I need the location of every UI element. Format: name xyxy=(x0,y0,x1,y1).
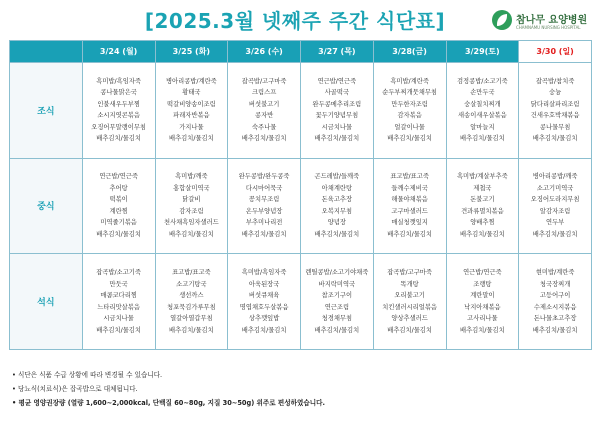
menu-item: 생선까스 xyxy=(179,292,204,300)
menu-item: 닭다리살파리조림 xyxy=(530,100,580,108)
menu-item: 흑미밥/계살부추죽 xyxy=(456,173,508,181)
menu-item: 가지나물 xyxy=(179,123,204,131)
menu-item: 배추김치/물김치 xyxy=(169,326,214,334)
menu-item: 숭늉 xyxy=(549,89,562,97)
menu-item: 미역줄기볶음 xyxy=(100,219,137,227)
menu-item: 숭살칠치찌개 xyxy=(464,100,501,108)
day-header: 3/29(토) xyxy=(446,41,519,63)
menu-item: 해물야채볶음 xyxy=(391,196,428,204)
day-header: 3/26 (수) xyxy=(228,41,301,63)
menu-item: 표고밥/표고죽 xyxy=(172,269,211,277)
menu-item: 오징어도라지무침 xyxy=(530,196,580,204)
menu-cell xyxy=(373,158,446,254)
menu-item: 다시마어묵국 xyxy=(245,184,283,192)
menu-item: 건새우호박채볶음 xyxy=(530,112,580,120)
menu-item: 감자볶음 xyxy=(397,112,422,120)
menu-item: 조랭탕 xyxy=(473,280,492,288)
menu-cell xyxy=(82,254,155,350)
menu-item: 만두한자조림 xyxy=(391,100,428,108)
menu-item: 배추김치/물김치 xyxy=(241,230,287,238)
menu-item: 배추김치/물김치 xyxy=(532,326,578,334)
menu-item: 양념장 xyxy=(327,219,346,227)
menu-item: 잡곡밥/고구마죽 xyxy=(241,77,287,85)
menu-item: 만둣국 xyxy=(109,280,128,288)
menu-item: 완두콩메추리조림 xyxy=(312,100,362,108)
menu-item: 오징어무말랭이무침 xyxy=(91,123,146,131)
menu-item: 홍합살미역국 xyxy=(173,184,210,192)
menu-cell xyxy=(228,254,301,350)
header xyxy=(0,0,600,40)
logo-name: 참나무 요양병원 xyxy=(516,15,588,26)
meal-label: 석식 xyxy=(10,254,83,350)
menu-item: 버섯불고기 xyxy=(248,100,280,108)
menu-item: 떡볶이 xyxy=(109,196,128,204)
menu-cell xyxy=(228,63,301,159)
menu-item: 돈나물초고추장 xyxy=(533,315,577,323)
menu-item: 오리불고기 xyxy=(394,292,425,300)
menu-cell xyxy=(446,63,519,159)
menu-cell xyxy=(373,254,446,350)
day-header: 3/28(금) xyxy=(373,41,446,63)
menu-item: 소고기탕국 xyxy=(176,280,207,288)
weekly-menu-table xyxy=(9,40,592,350)
day-header-sunday: 3/30 (일) xyxy=(519,41,592,63)
menu-item: 닭갈비 xyxy=(182,196,201,204)
day-header-row xyxy=(10,41,592,63)
menu-item: 손만두국 xyxy=(470,89,495,97)
menu-item: 소시지엿콘볶음 xyxy=(97,112,140,120)
menu-item: 검정콩밥/소고기죽 xyxy=(456,77,508,85)
menu-item: 배추김치/물김치 xyxy=(387,230,432,238)
page-title: [2025.3월 넷째주 주간 식단표] xyxy=(144,9,446,33)
menu-cell xyxy=(519,158,592,254)
menu-item: 돈불고기 xyxy=(470,196,495,204)
menu-item: 연근밥/연근죽 xyxy=(99,173,138,181)
menu-item: 콩나물무침 xyxy=(539,123,571,131)
menu-item: 매실청깻잎지 xyxy=(391,219,428,227)
menu-cell xyxy=(446,254,519,350)
menu-item: 흑미밥/흑임자죽 xyxy=(241,269,287,277)
menu-item: 크림스프 xyxy=(251,89,277,97)
menu-item: 양상추샐러드 xyxy=(391,315,428,323)
menu-item: 배추김치/물김치 xyxy=(96,230,141,238)
menu-item: 계란말이 xyxy=(470,292,495,300)
menu-cell xyxy=(155,254,228,350)
menu-cell xyxy=(373,63,446,159)
menu-item: 연근밥/연근죽 xyxy=(317,77,357,85)
day-header: 3/25 (화) xyxy=(155,41,228,63)
menu-cell xyxy=(155,63,228,159)
menu-item: 흑미밥/계란죽 xyxy=(390,77,429,85)
menu-item: 낙지아채볶음 xyxy=(464,303,501,311)
menu-item: 현미밥/계란죽 xyxy=(535,269,575,277)
menu-cell xyxy=(301,254,374,350)
note-item: • 평균 영양권장량 (열량 1,600~2,000kcal, 단백질 60~80g, 지질 30~50g) 위주로 편성하였습니다. xyxy=(12,399,326,407)
menu-item: 청국장찌개 xyxy=(539,280,571,288)
menu-item: 매콤코다리찜 xyxy=(100,292,137,300)
menu-item: 소고기미역국 xyxy=(536,184,574,192)
menu-item: 배추김치/물김치 xyxy=(314,326,360,334)
menu-item: 들깨수제비국 xyxy=(391,184,428,192)
menu-item: 명엽채호두살볶음 xyxy=(239,303,289,311)
meal-label: 조식 xyxy=(10,63,83,159)
menu-item: 배추김치/물김치 xyxy=(241,326,287,334)
menu-item: 숙주나물 xyxy=(251,123,277,131)
menu-item: 천사채흑임자샐러드 xyxy=(164,219,219,227)
menu-cell xyxy=(82,158,155,254)
menu-item: 수제소시지볶음 xyxy=(533,303,577,311)
menu-item: 계란찜 xyxy=(109,207,128,215)
menu-item: 연두부 xyxy=(546,219,565,227)
menu-item: 연근밥/연근죽 xyxy=(463,269,502,277)
menu-cell xyxy=(301,158,374,254)
menu-item: 아채계란탕 xyxy=(321,184,353,192)
notes xyxy=(12,368,592,410)
menu-cell xyxy=(519,63,592,159)
menu-item: 배추김치/물김치 xyxy=(387,135,432,143)
meal-row xyxy=(10,254,592,350)
menu-item: 배추김치/물김치 xyxy=(96,135,141,143)
note-item: • 식단은 식품 수급 상황에 따라 변경될 수 있습니다. xyxy=(12,371,163,379)
menu-item: 느타리맛살볶음 xyxy=(97,303,140,311)
menu-item: 흑미밥/흑임자죽 xyxy=(96,77,141,85)
menu-item: 잡곡밥/고구마죽 xyxy=(387,269,432,277)
menu-item: 고등어구이 xyxy=(539,292,571,300)
menu-item: 시금치나물 xyxy=(321,123,353,131)
menu-item: 배추김치/물김치 xyxy=(532,230,578,238)
menu-item: 연근조림 xyxy=(324,303,350,311)
menu-item: 치킨샐러시리얼볶음 xyxy=(382,303,437,311)
menu-item: 바지락미역국 xyxy=(318,280,356,288)
menu-cell xyxy=(82,63,155,159)
menu-item: 부추미나리전 xyxy=(245,219,283,227)
menu-item: 배추김치/물김치 xyxy=(460,230,505,238)
leaf-logo-icon xyxy=(492,10,512,30)
menu-item: 양배추찜 xyxy=(470,219,495,227)
menu-item: 황태국 xyxy=(182,89,201,97)
menu-item: 시금치나물 xyxy=(103,315,134,323)
menu-item: 오복지무침 xyxy=(321,207,353,215)
menu-item: 표고밥/표고죽 xyxy=(390,173,429,181)
menu-item: 참조기구이 xyxy=(321,292,353,300)
menu-item: 열갈아열갑무침 xyxy=(170,315,213,323)
menu-item: 배추김치/물김치 xyxy=(314,230,360,238)
menu-item: 배추김치/물김치 xyxy=(241,135,287,143)
day-header: 3/24 (월) xyxy=(82,41,155,63)
menu-item: 떡갈비양송이조림 xyxy=(167,100,216,108)
menu-item: 배추김치/물김치 xyxy=(460,135,505,143)
menu-item: 파래자반볶음 xyxy=(173,112,210,120)
menu-item: 인불새우두부찜 xyxy=(97,100,140,108)
menu-item: 잡곡밥/소고기죽 xyxy=(96,269,141,277)
note-item: • 당뇨식(치료식)은 잡곡밥으로 대체됩니다. xyxy=(12,385,138,393)
meal-label: 중식 xyxy=(10,158,83,254)
menu-item: 알마늘지 xyxy=(470,123,495,131)
menu-item: 똑개탕 xyxy=(400,280,419,288)
menu-item: 배추김치/물김치 xyxy=(314,135,360,143)
menu-item: 고사리나물 xyxy=(467,315,498,323)
menu-item: 곤드레밥/들깨죽 xyxy=(314,173,360,181)
menu-cell xyxy=(301,63,374,159)
menu-item: 배추김치/물김치 xyxy=(169,135,214,143)
hospital-logo xyxy=(492,10,596,36)
menu-item: 감자조림 xyxy=(179,207,204,215)
menu-item: 병아리콩밥/계란죽 xyxy=(165,77,217,85)
menu-item: 배추김치/물김치 xyxy=(169,230,214,238)
meal-row xyxy=(10,63,592,159)
menu-item: 배추김치/물김치 xyxy=(387,326,432,334)
menu-item: 배추김치/물김치 xyxy=(532,135,578,143)
menu-item: 배추김치/물김치 xyxy=(460,326,505,334)
menu-item: 청포묵김가루무침 xyxy=(167,303,216,311)
menu-cell xyxy=(519,254,592,350)
logo-subtitle: CHAMNAMU NURSING HOSPITAL xyxy=(516,25,581,30)
menu-item: 버섯큐채육 xyxy=(248,292,280,300)
menu-item: 꽁치무조림 xyxy=(248,196,280,204)
menu-item: 고구마샐러드 xyxy=(391,207,428,215)
menu-item: 잡곡밥/참치죽 xyxy=(535,77,575,85)
meal-row xyxy=(10,158,592,254)
menu-item: 추어탕 xyxy=(109,184,128,192)
menu-item: 배추김치/물김치 xyxy=(96,326,141,334)
menu-item: 상추깻잎밥 xyxy=(248,315,280,323)
menu-item: 완두콩밥/완두콩죽 xyxy=(238,173,290,181)
menu-item: 청경채무침 xyxy=(321,315,353,323)
menu-cell xyxy=(228,158,301,254)
menu-item: 새송이새우살볶음 xyxy=(458,112,507,120)
menu-item: 온두부양념장 xyxy=(245,207,283,215)
menu-item: 제첩국 xyxy=(473,184,492,192)
menu-item: 사골떡국 xyxy=(324,89,350,97)
menu-item: 렌틸콩밥/소고기야채죽 xyxy=(305,269,369,277)
menu-item: 알감자조림 xyxy=(539,207,571,215)
corner-cell xyxy=(10,41,83,63)
menu-item: 병아리콩밥/깨죽 xyxy=(532,173,578,181)
menu-item: 콩나물맑은국 xyxy=(100,89,137,97)
menu-item: 견과류멸치볶음 xyxy=(461,207,504,215)
menu-item: 얼갈이나물 xyxy=(394,123,425,131)
menu-cell xyxy=(155,158,228,254)
menu-item: 콩자반 xyxy=(255,112,274,120)
menu-item: 아욱된장국 xyxy=(248,280,280,288)
menu-cell xyxy=(446,158,519,254)
menu-item: 꽃두기양념무침 xyxy=(315,112,359,120)
menu-item: 돈육고추장 xyxy=(321,196,353,204)
day-header: 3/27 (목) xyxy=(301,41,374,63)
menu-item: 순두부찌개뭇채무침 xyxy=(382,89,437,97)
menu-item: 흑미밥/깨죽 xyxy=(175,173,208,181)
